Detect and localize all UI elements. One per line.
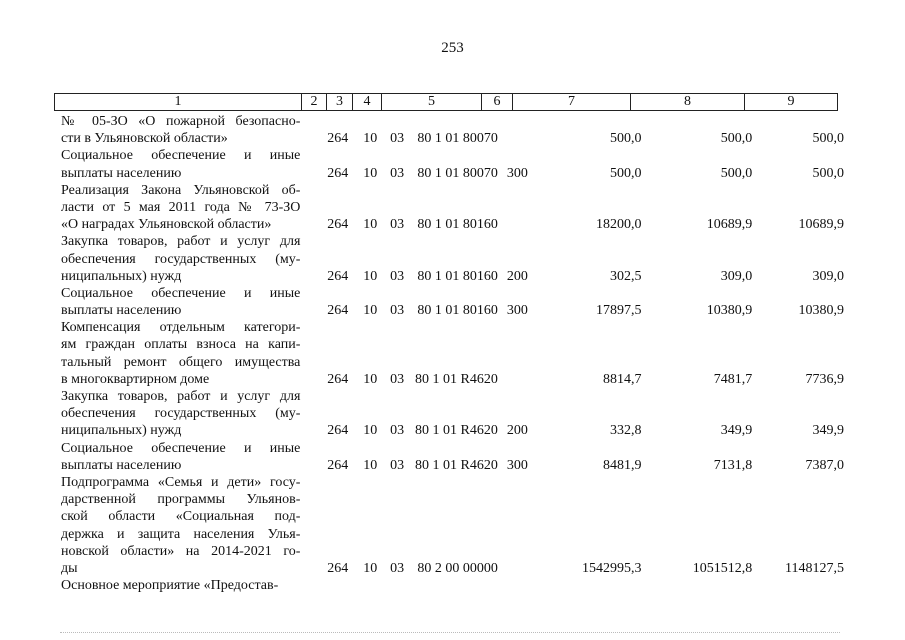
- description-line: дарственной программы Ульянов-: [61, 492, 301, 508]
- amount-col-8: 1051512,8: [692, 560, 753, 576]
- description-line: Социальное обеспечение и иные: [61, 440, 301, 456]
- section-code: 10: [363, 165, 378, 181]
- amount-col-9: 7387,0: [805, 457, 844, 473]
- row-description: [54, 577, 300, 594]
- subsection-code: 03: [390, 268, 405, 284]
- target-article-code: 80 2 00 00000: [417, 560, 498, 576]
- ministry-code: 264: [327, 217, 349, 233]
- amount-col-9: 10689,9: [798, 217, 844, 233]
- target-article-code: 80 1 01 R4620: [415, 371, 498, 387]
- amount-col-9: 500,0: [812, 165, 844, 181]
- header-col-2: 2: [302, 94, 327, 110]
- row-description: [54, 440, 300, 474]
- amount-col-8: 7131,8: [713, 457, 753, 473]
- ministry-code: 264: [327, 268, 349, 284]
- description-line: ниципальных) нужд: [61, 268, 182, 284]
- table-row: [54, 388, 844, 440]
- target-article-code: 80 1 01 80160: [417, 303, 498, 319]
- amount-col-7: 500,0: [610, 131, 642, 147]
- description-line: новской области» на 2014-2021 го-: [61, 543, 301, 559]
- amount-col-9: 349,9: [812, 423, 844, 439]
- target-article-code: 80 1 01 80160: [417, 268, 498, 284]
- table-row: [54, 147, 844, 181]
- subsection-code: 03: [390, 165, 405, 181]
- section-code: 10: [363, 371, 378, 387]
- expense-type-code: 200: [506, 423, 528, 439]
- amount-col-7: 302,5: [610, 268, 642, 284]
- table-row: [54, 440, 844, 474]
- amount-col-8: 500,0: [720, 131, 753, 147]
- description-line: выплаты населению: [61, 457, 182, 473]
- header-col-8: 8: [631, 94, 745, 110]
- section-code: 10: [363, 217, 378, 233]
- description-line: ласти от 5 мая 2011 года № 73-ЗО: [61, 199, 301, 215]
- row-description: [54, 285, 300, 319]
- amount-col-7: 8481,9: [603, 457, 642, 473]
- description-line: Реализация Закона Ульяновской об-: [61, 182, 301, 198]
- section-code: 10: [363, 131, 378, 147]
- amount-col-8: 7481,7: [713, 371, 753, 387]
- description-line: Подпрограмма «Семья и дети» госу-: [61, 474, 301, 490]
- section-code: 10: [363, 268, 378, 284]
- description-line: № 05-ЗО «О пожарной безопасно-: [61, 114, 301, 129]
- ministry-code: 264: [327, 371, 349, 387]
- expense-type-code: 200: [506, 268, 528, 284]
- header-col-4: 4: [353, 94, 382, 110]
- amount-col-9: 7736,9: [805, 371, 844, 387]
- description-line: выплаты населению: [61, 165, 182, 181]
- description-line: Компенсация отдельным категори-: [61, 320, 301, 336]
- description-line: обеспечения государственных (му-: [61, 251, 301, 267]
- section-code: 10: [363, 303, 378, 319]
- amount-col-9: 1148127,5: [785, 560, 844, 576]
- description-line: сти в Ульяновской области»: [61, 131, 228, 147]
- header-col-3: 3: [327, 94, 353, 110]
- row-description: [54, 474, 300, 577]
- subsection-code: 03: [390, 423, 405, 439]
- row-description: [54, 319, 300, 388]
- description-line: «О наградах Ульяновской области»: [61, 217, 272, 233]
- subsection-code: 03: [390, 371, 405, 387]
- header-col-1: 1: [55, 94, 302, 110]
- expense-type-code: 300: [506, 165, 528, 181]
- table-row: [54, 474, 844, 577]
- amount-col-8: 349,9: [720, 423, 753, 439]
- description-line: ям граждан оплаты взноса на капи-: [61, 337, 301, 353]
- amount-col-7: 1542995,3: [582, 560, 642, 576]
- description-line: Социальное обеспечение и иные: [61, 148, 301, 164]
- ministry-code: 264: [327, 131, 349, 147]
- amount-col-7: 8814,7: [603, 371, 642, 387]
- description-line: ды: [61, 560, 78, 576]
- ministry-code: 264: [327, 303, 349, 319]
- description-line: Социальное обеспечение и иные: [61, 285, 301, 301]
- target-article-code: 80 1 01 80070: [417, 165, 498, 181]
- table-row: [54, 285, 844, 319]
- table-header: [54, 93, 838, 111]
- table-row: [54, 319, 844, 388]
- section-code: 10: [363, 423, 378, 439]
- description-line: Закупка товаров, работ и услуг для: [61, 234, 301, 250]
- table-row: [54, 577, 844, 594]
- amount-col-7: 500,0: [610, 165, 642, 181]
- header-col-5: 5: [382, 94, 482, 110]
- row-description: [54, 182, 300, 234]
- description-line: держка и защита населения Улья-: [61, 526, 301, 542]
- amount-col-8: 10380,9: [706, 303, 753, 319]
- subsection-code: 03: [390, 217, 405, 233]
- row-description: [54, 388, 300, 440]
- amount-col-9: 309,0: [812, 268, 844, 284]
- description-line: в многоквартирном доме: [61, 371, 210, 387]
- subsection-code: 03: [390, 131, 405, 147]
- target-article-code: 80 1 01 R4620: [415, 457, 498, 473]
- table-row: [54, 182, 844, 234]
- scan-edge-divider: [60, 632, 840, 633]
- subsection-code: 03: [390, 560, 405, 576]
- expense-type-code: 300: [506, 457, 528, 473]
- description-line: ской области «Социальная под-: [61, 509, 301, 525]
- description-line: Закупка товаров, работ и услуг для: [61, 389, 301, 404]
- ministry-code: 264: [327, 560, 349, 576]
- amount-col-7: 332,8: [610, 423, 642, 439]
- description-line: тальный ремонт общего имущества: [61, 354, 301, 370]
- section-code: 10: [363, 457, 378, 473]
- table-body: [54, 113, 844, 594]
- row-description: [54, 147, 300, 181]
- description-line: Основное мероприятие «Предостав-: [61, 578, 279, 594]
- header-col-9: 9: [787, 94, 795, 109]
- table-row: [54, 113, 844, 147]
- header-col-7: 7: [513, 94, 631, 110]
- table-row: [54, 233, 844, 285]
- description-line: ниципальных) нужд: [61, 423, 182, 439]
- amount-col-8: 10689,9: [706, 217, 753, 233]
- amount-col-9: 10380,9: [798, 303, 844, 319]
- description-line: обеспечения государственных (му-: [61, 406, 301, 422]
- description-line: выплаты населению: [61, 303, 182, 319]
- row-description: [54, 233, 300, 285]
- target-article-code: 80 1 01 80160: [417, 217, 498, 233]
- target-article-code: 80 1 01 R4620: [415, 423, 498, 439]
- page-number: 253: [441, 40, 464, 56]
- amount-col-7: 18200,0: [596, 217, 642, 233]
- amount-col-8: 309,0: [720, 268, 753, 284]
- ministry-code: 264: [327, 165, 349, 181]
- ministry-code: 264: [327, 423, 349, 439]
- row-description: [54, 113, 300, 147]
- header-col-6: 6: [482, 94, 513, 110]
- expense-type-code: 300: [506, 303, 528, 319]
- target-article-code: 80 1 01 80070: [417, 131, 498, 147]
- amount-col-9: 500,0: [812, 131, 844, 147]
- subsection-code: 03: [390, 457, 405, 473]
- amount-col-7: 17897,5: [596, 303, 642, 319]
- ministry-code: 264: [327, 457, 349, 473]
- section-code: 10: [363, 560, 378, 576]
- subsection-code: 03: [390, 303, 405, 319]
- amount-col-8: 500,0: [720, 165, 753, 181]
